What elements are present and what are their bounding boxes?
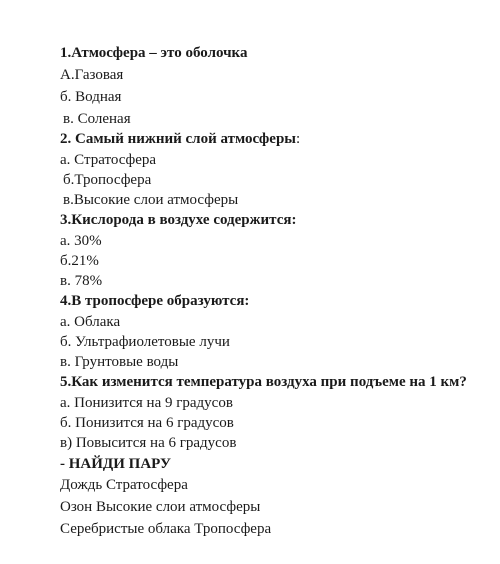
question-1-option-c: в. Соленая bbox=[63, 111, 131, 127]
question-2-title bbox=[60, 130, 300, 148]
pair-task-title: - НАЙДИ ПАРУ bbox=[60, 456, 171, 472]
question-2-option-a: а. Стратосфера bbox=[60, 152, 157, 168]
question-5-option-c: в) Повысится на 6 градусов bbox=[60, 435, 237, 451]
question-1-title: 1.Атмосфера – это оболочка bbox=[60, 45, 248, 61]
question-3-title: 3.Кислорода в воздухе содержится: bbox=[60, 212, 297, 228]
pair-line-3: Серебристые облака Тропосфера bbox=[60, 521, 272, 537]
question-1-option-b: б. Водная bbox=[60, 89, 122, 105]
question-3-option-a: а. 30% bbox=[60, 233, 102, 249]
question-2-title-colon: : bbox=[296, 131, 301, 147]
question-1-option-a: А.Газовая bbox=[60, 67, 124, 83]
question-3-option-c: в. 78% bbox=[60, 273, 103, 289]
question-5-title: 5.Как изменится температура воздуха при подъеме на 1 км? bbox=[60, 374, 467, 390]
question-3-option-b: б.21% bbox=[60, 253, 99, 269]
question-4-title: 4.В тропосфере образуются: bbox=[60, 293, 250, 309]
question-2-option-b: б.Тропосфера bbox=[63, 172, 152, 188]
pair-line-2: Озон Высокие слои атмосферы bbox=[60, 499, 261, 515]
question-4-option-a: а. Облака bbox=[60, 314, 121, 330]
question-2-title-text: 2. Самый нижний слой атмосферы bbox=[60, 131, 297, 147]
pair-line-1: Дождь Стратосфера bbox=[60, 477, 188, 493]
question-2-option-c: в.Высокие слои атмосферы bbox=[63, 192, 239, 208]
question-5-option-b: б. Понизится на 6 градусов bbox=[60, 415, 234, 431]
question-4-option-c: в. Грунтовые воды bbox=[60, 354, 179, 370]
question-4-option-b: б. Ультрафиолетовые лучи bbox=[60, 334, 230, 350]
question-5-option-a: а. Понизится на 9 градусов bbox=[60, 395, 233, 411]
